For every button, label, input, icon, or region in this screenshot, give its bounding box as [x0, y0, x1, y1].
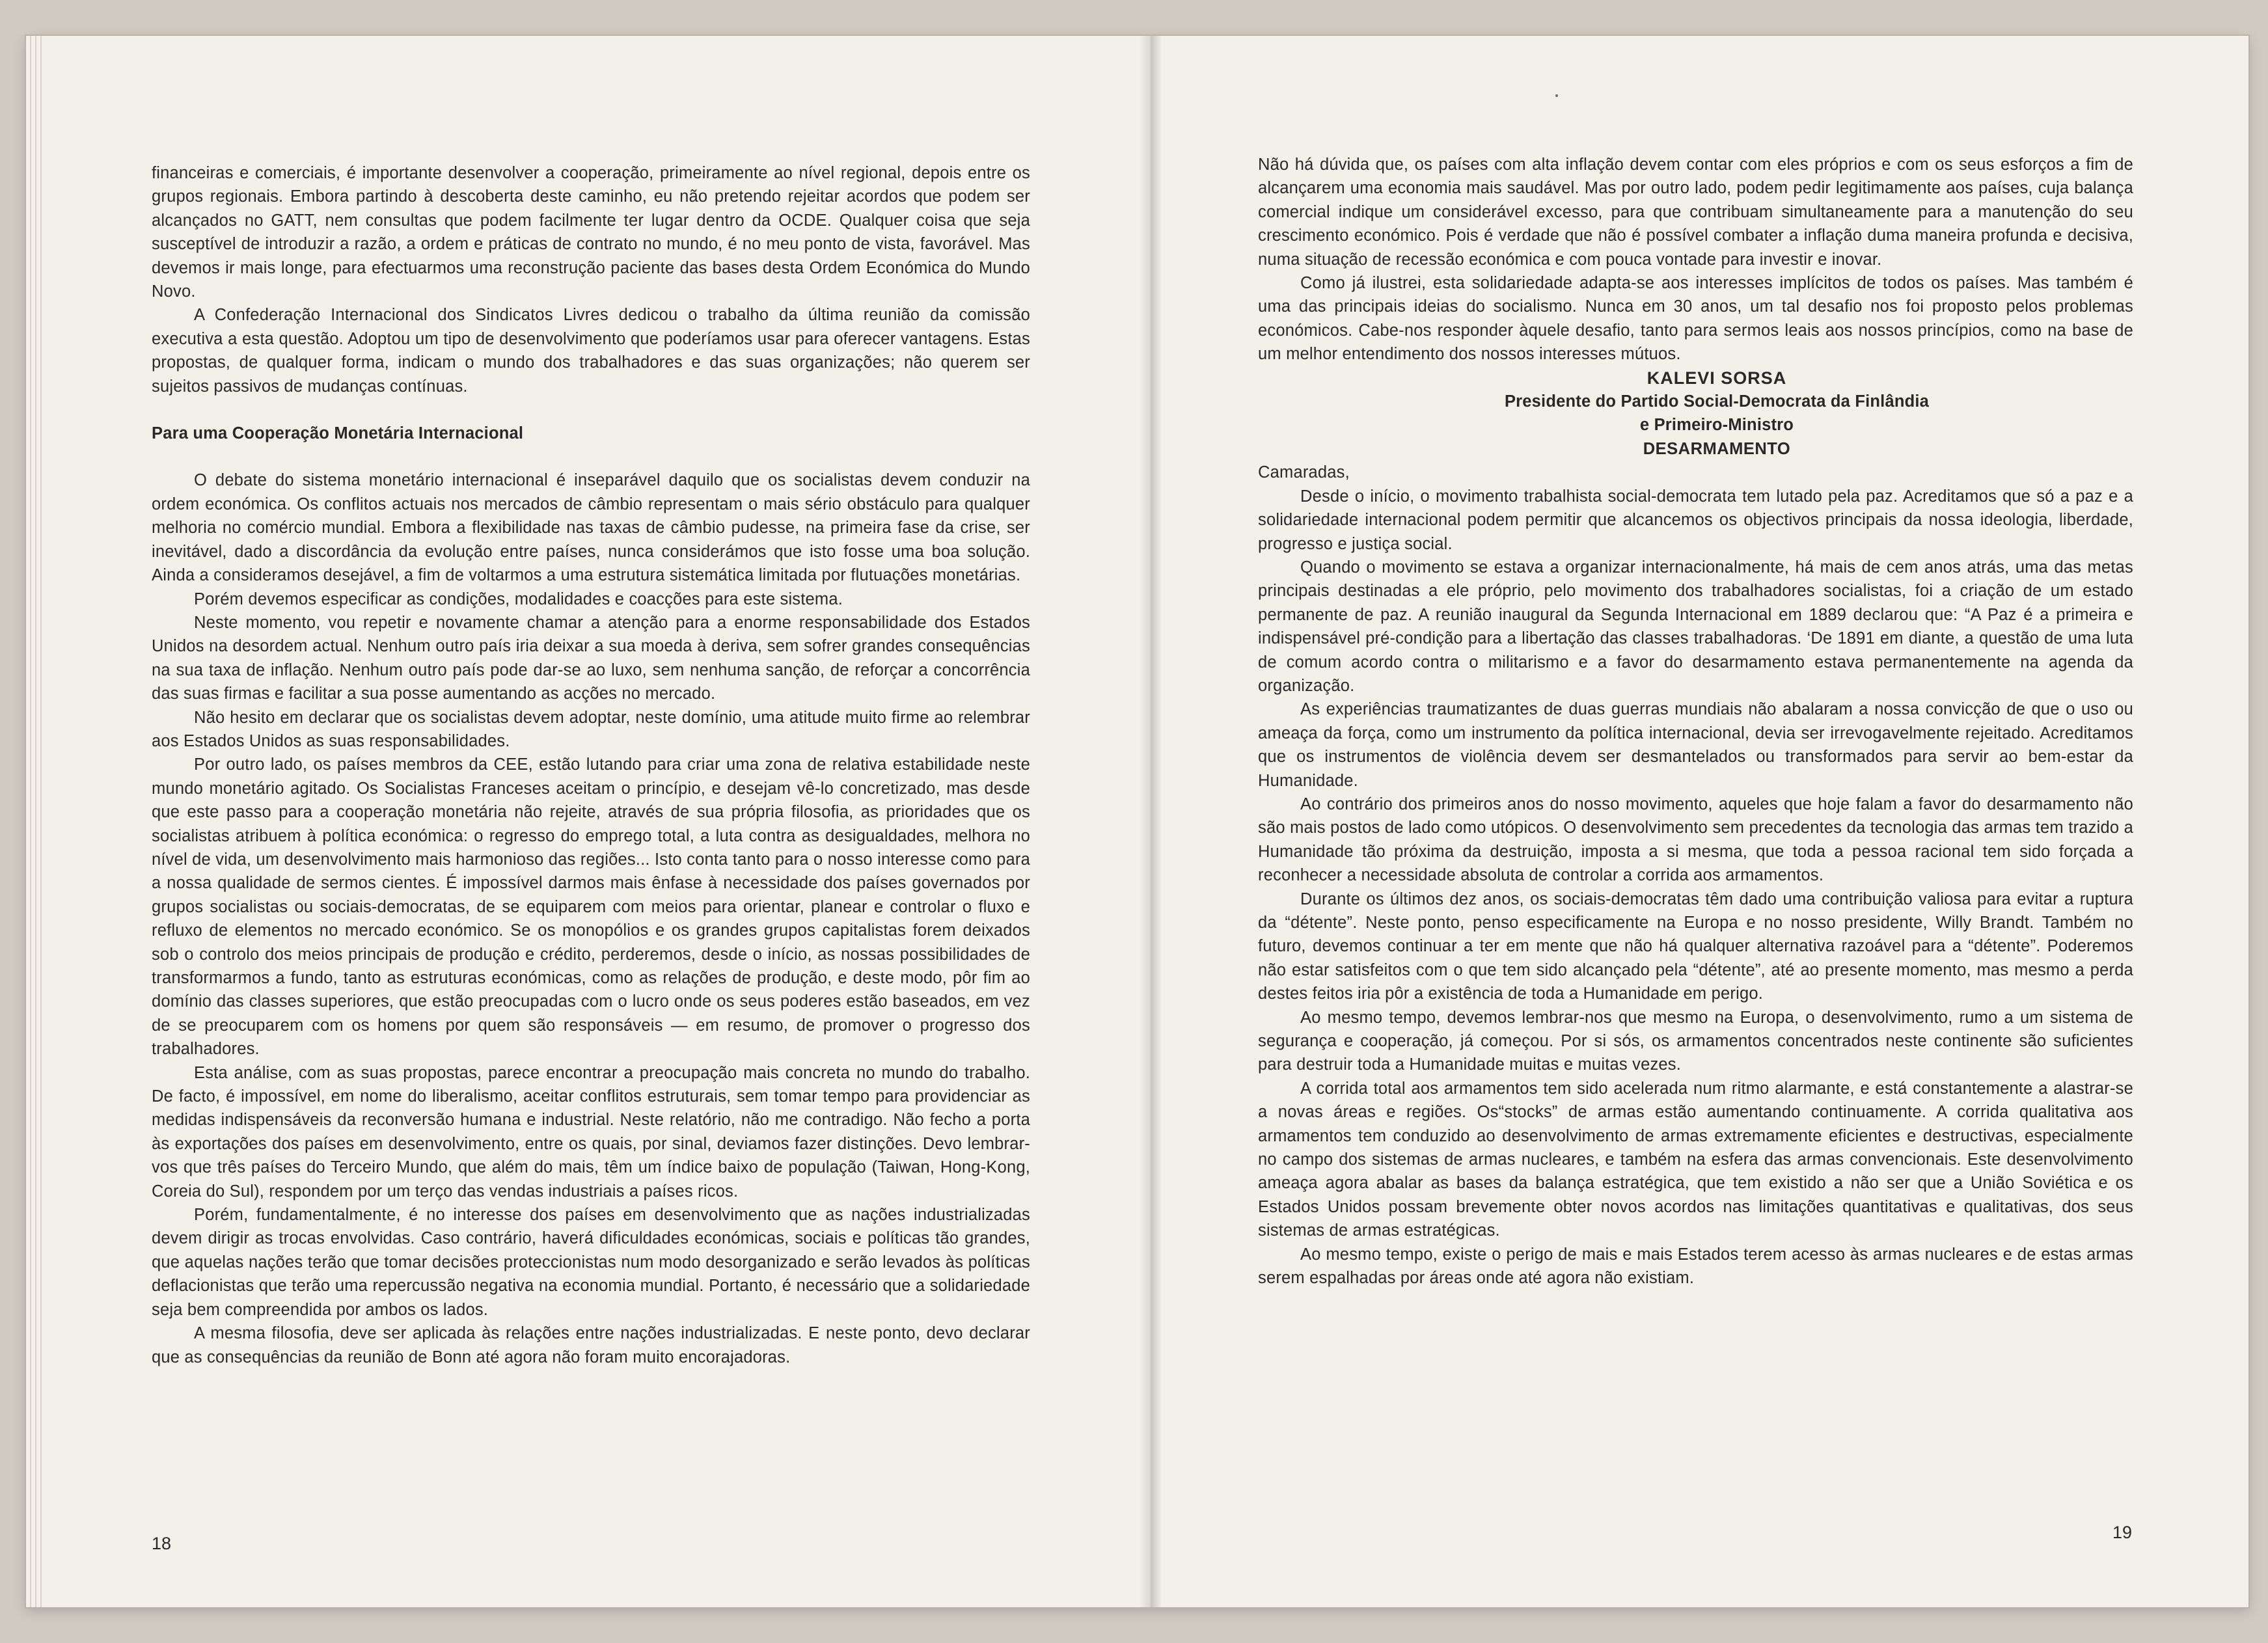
- paragraph: Neste momento, vou repetir e novamente chamar a atenção para a enorme responsabilidade dos Estados Unidos na desordem actual. Nenhum outro país iria deixar a sua moeda à deriva, sem sofrer grandes consequências na sua taxa de inflação. Nenhum outro país pode dar-se ao luxo, sem nenhuma sanção, de reforçar a concorrência das suas firmas e facilitar a sua posse aumentando as acções no mercado.: [152, 613, 1030, 703]
- page-number: 19: [2112, 1523, 2133, 1542]
- paragraph: Durante os últimos dez anos, os sociais-democratas têm dado uma contribuição valiosa para evitar a ruptura da “détente”. Neste ponto, penso especificamente na Europa e no nosso presidente, Willy Brandt. Também no futuro, devemos continuar a ter em mente que não há qualquer alternativa razoável para a “détente”. Poderemos não estar satisfeitos com o que tem sido alcançado pela “détente”, até ao presente momento, mas mesmo a perda destes feitos iria pôr a existência de toda a Humanidade em perigo.: [1258, 889, 2133, 1003]
- paragraph: As experiências traumatizantes de duas guerras mundiais não abalaram a nossa convicção de que o uso ou ameaça da força, como um instrumento da política internacional, devia ser irrevogavelmente rejeitado. Acreditamos que os instrumentos de violência devem ser desmantelados ou transformados para servir ao bem-estar da Humanidade.: [1258, 700, 2133, 790]
- paragraph: Porém, fundamentalmente, é no interesse dos países em desenvolvimento que as nações industrializadas devem dirigir as trocas envolvidas. Caso contrário, haverá dificuldades económicas, sociais e políticas tão grandes, que aquelas nações terão que tomar decisões proteccionistas num modo desorganizado e serão levados às políticas deflacionistas que terão uma repercussão negativa na economia mundial. Portanto, é necessário que a solidariedade seja bem compreendida por ambos os lados.: [152, 1206, 1030, 1319]
- left-page: [26, 36, 1151, 1607]
- paragraph: Desde o início, o movimento trabalhista social-democrata tem lutado pela paz. Acreditamos que só a paz e a solidariedade internacional podem permitir que alcancemos os objectivos principais da nossa ideologia, liberdade, progresso e justiça social.: [1258, 487, 2133, 553]
- paragraph: A corrida total aos armamentos tem sido acelerada num ritmo alarmante, e está constantemente a alastrar-se a novas áreas e regiões. Os“stocks” de armas estão aumentando continuamente. A corrida qualitativa aos armamentos tem conduzido ao desenvolvimento de armas extremamente eficientes e destructivas, especialmente no campo dos sistemas de armas nucleares, e também na esfera das armas convencionais. Este desenvolvimento ameaça agora abalar as bases da balança estratégica, que tem existido a não ser que a União Soviética e os Estados Unidos possam brevemente obter novos acordos nas limitações quantitativas e qualitativas, dos seus sistemas de armas estratégicas.: [1258, 1079, 2133, 1240]
- author-role-line: e Primeiro-Ministro: [1639, 416, 1794, 435]
- paragraph: Não há dúvida que, os países com alta inflação devem contar com eles próprios e com os seus esforços a fim de alcançarem uma economia mais saudável. Mas por outro lado, podem pedir legitimamente aos países, cuja balança comercial indique um considerável excesso, para que contribuam simultaneamente para a manutenção do seu crescimento económico. Pois é verdade que não é possível combater a inflação duma maneira profunda e decisiva, numa situação de recessão económica e com pouca vontade para investir e inovar.: [1258, 156, 2133, 269]
- left-text-column: [152, 161, 1030, 1369]
- paragraph: Por outro lado, os países membros da CEE, estão lutando para criar uma zona de relativa estabilidade neste mundo monetário agitado. Os Socialistas Franceses aceitam o princípio, e desejam vê-lo concretizado, mas desde que este passo para a cooperação monetária não rejeite, através de sua própria filosofia, as prioridades que os socialistas atribuem à política económica: o regresso do emprego total, a luta contra as desigualdades, melhora no nível de vida, um desenvolvimento mais harmonioso das regiões... Isto conta tanto para o nosso interesse como para a nossa qualidade de sermos cientes. É impossível darmos mais ênfase à necessidade dos países governados por grupos socialistas ou sociais-democratas, de se equiparem com meios para orientar, planear e controlar o fluxo e refluxo de elementos no mercado económico. Se os monopólios e os grandes grupos capitalistas forem deixados sob o controlo dos meios principais de produção e crédito, perderemos, desde o início, as nossas possibilidades de transformarmos a fundo, tanto as estruturas económicas, como as relações de produção, e deste modo, pôr fim ao domínio das classes superiores, que estão preocupadas com o lucro onde os seus poderes estão baseados, em vez de se preocuparem com os homens por quem são responsáveis — em resumo, de promover o progresso dos trabalhadores.: [152, 755, 1030, 1059]
- speech-title: DESARMAMENTO: [1643, 439, 1791, 458]
- right-page: [1151, 36, 2248, 1607]
- paragraph: Ao mesmo tempo, existe o perigo de mais e mais Estados terem acesso às armas nucleares e de estas armas serem espalhadas por áreas onde até agora não existiam.: [1258, 1245, 2133, 1288]
- paragraph: O debate do sistema monetário internacional é inseparável daquilo que os socialistas devem conduzir na ordem económica. Os conflitos actuais nos mercados de câmbio representam o mais sério obstáculo para qualquer melhoria no comércio mundial. Embora a flexibilidade nas taxas de câmbio pudesse, na primeira fase da crise, ser inevitável, dado a discordância da evolução entre países, nunca considerámos que isto fosse uma boa solução. Ainda a consideramos desejável, a fim de voltarmos a uma estrutura sistemática limitada por flutuações monetárias.: [152, 471, 1030, 585]
- paragraph: Porém devemos especificar as condições, modalidades e coacções para este sistema.: [194, 590, 843, 608]
- author-role-line: Presidente do Partido Social-Democrata da Finlândia: [1504, 392, 1930, 411]
- right-text-column: [1258, 153, 2133, 1290]
- paragraph: financeiras e comerciais, é importante desenvolver a cooperação, primeiramente ao nível regional, depois entre os grupos regionais. Embora partindo à descoberta deste caminho, eu não pretendo rejeitar acordos que podem ser alcançados no GATT, nem consultas que podem facilmente ter lugar dentro da OCDE. Qualquer coisa que seja susceptível de introduzir a razão, a ordem e práticas de contrato no mundo, é no meu ponto de vista, favorável. Mas devemos ir mais longe, para efectuarmos uma reconstrução paciente das bases desta Ordem Económica do Mundo Novo.: [152, 164, 1030, 301]
- page-number: 18: [152, 1534, 172, 1553]
- paragraph: Não hesito em declarar que os socialistas devem adoptar, neste domínio, uma atitude muito firme ao relembrar aos Estados Unidos as suas responsabilidades.: [152, 708, 1030, 750]
- paragraph: Como já ilustrei, esta solidariedade adapta-se aos interesses implícitos de todos os países. Mas também é uma das principais ideias do socialismo. Nunca em 30 anos, um tal desafio nos foi proposto pelos problemas económicos. Cabe-nos responder àquele desafio, tanto para sermos leais aos nossos princípios, como na base de um melhor entendimento dos nossos interesses mútuos.: [1258, 274, 2133, 364]
- paragraph: A mesma filosofia, deve ser aplicada às relações entre nações industrializadas. E neste ponto, devo declarar que as consequências da reunião de Bonn até agora não foram muito encorajadoras.: [152, 1324, 1030, 1366]
- paragraph: Esta análise, com as suas propostas, parece encontrar a preocupação mais concreta no mundo do trabalho. De facto, é impossível, em nome do liberalismo, aceitar conflitos estruturais, sem tomar tempo para providenciar as medidas indispensáveis da reconversão humana e industrial. Neste relatório, não me contradigo. Não fecho a porta às exportações dos países em desenvolvimento, entre os quais, por sinal, deviamos fazer distinções. Devo lembrar-vos que três países do Terceiro Mundo, que além do mais, têm um índice baixo de população (Taiwan, Hong-Kong, Coreia do Sul), respondem por um terço das vendas industriais a países ricos.: [152, 1063, 1030, 1201]
- section-heading: Para uma Cooperação Monetária Internacional: [152, 424, 524, 443]
- author-name: KALEVI SORSA: [1646, 368, 1787, 388]
- book-spread: [26, 36, 2248, 1607]
- paper-speck: [1555, 94, 1558, 97]
- paragraph: A Confederação Internacional dos Sindicatos Livres dedicou o trabalho da última reunião da comissão executiva a esta questão. Adoptou um tipo de desenvolvimento que poderíamos usar para oferecer vantagens. Estas propostas, de qualquer forma, indicam o mundo dos trabalhadores e das suas organizações; não querem ser sujeitos passivos de mudanças contínuas.: [152, 306, 1030, 396]
- salutation: Camaradas,: [1258, 463, 1350, 482]
- paragraph: Quando o movimento se estava a organizar internacionalmente, há mais de cem anos atrás, uma das metas principais destinadas a ele próprio, pelo movimento dos trabalhadores socialistas, foi a criação de um estado permanente de paz. A reunião inaugural da Segunda Internacional em 1889 declarou que: “A Paz é a primeira e indispensável pré-condição para a libertação das classes trabalhadoras. ‘De 1891 em diante, a questão de uma luta de comum acordo contra o militarismo e a favor do desarmamento estava permanentemente na agenda da organização.: [1258, 558, 2133, 695]
- paragraph: Ao mesmo tempo, devemos lembrar-nos que mesmo na Europa, o desenvolvimento, rumo a um sistema de segurança e cooperação, já começou. Por si sós, os armamentos concentrados neste continente são suficientes para destruir toda a Humanidade muitas e muitas vezes.: [1258, 1008, 2133, 1074]
- paragraph: Ao contrário dos primeiros anos do nosso movimento, aqueles que hoje falam a favor do desarmamento não são mais postos de lado como utópicos. O desenvolvimento sem precedentes da tecnologia das armas tem trazido a Humanidade tão próxima da destruição, imposta a si mesma, que toda a pessoa racional tem sido forçada a reconhecer a necessidade absoluta de controlar a corrida aos armamentos.: [1258, 794, 2133, 885]
